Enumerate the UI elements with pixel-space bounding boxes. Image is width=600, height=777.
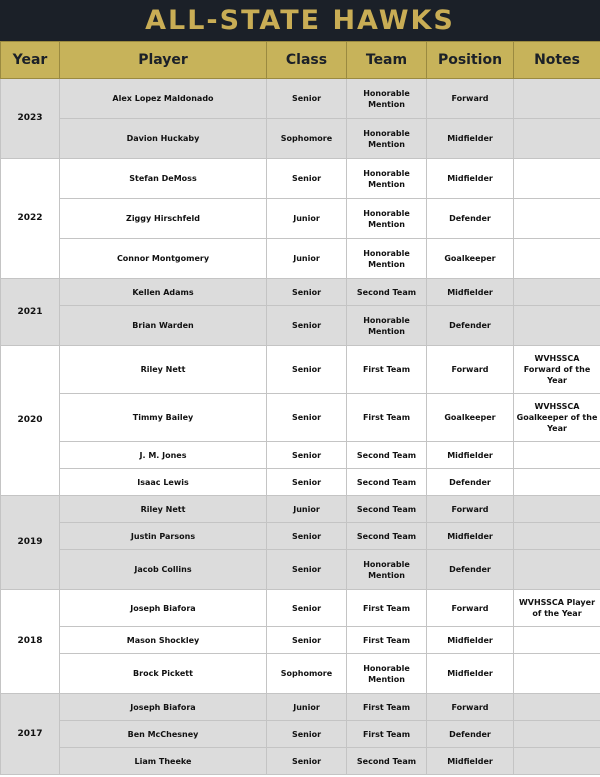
notes-cell: WVHSSCA Goalkeeper of the Year — [514, 394, 600, 442]
page-header — [0, 0, 600, 41]
class-cell: Senior — [267, 279, 347, 306]
player-cell: Joseph Biafora — [60, 590, 267, 627]
table-row — [1, 306, 600, 346]
player-cell: Liam Theeke — [60, 748, 267, 775]
team-cell: First Team — [347, 694, 427, 721]
player-cell: Connor Montgomery — [60, 239, 267, 279]
position-cell: Defender — [427, 306, 514, 346]
player-cell: Justin Parsons — [60, 523, 267, 550]
notes-cell — [514, 748, 600, 775]
team-cell: Second Team — [347, 523, 427, 550]
table-row — [1, 523, 600, 550]
team-cell: First Team — [347, 721, 427, 748]
table-row — [1, 346, 600, 394]
player-cell: Jacob Collins — [60, 550, 267, 590]
team-cell: Second Team — [347, 442, 427, 469]
player-cell: Stefan DeMoss — [60, 159, 267, 199]
notes-cell — [514, 306, 600, 346]
player-cell: Isaac Lewis — [60, 469, 267, 496]
notes-cell — [514, 239, 600, 279]
team-cell: First Team — [347, 590, 427, 627]
position-cell: Defender — [427, 550, 514, 590]
notes-cell — [514, 694, 600, 721]
position-cell: Goalkeeper — [427, 394, 514, 442]
position-cell: Midfielder — [427, 119, 514, 159]
table-body — [1, 79, 600, 775]
team-cell: Honorable Mention — [347, 159, 427, 199]
class-cell: Senior — [267, 550, 347, 590]
notes-cell — [514, 159, 600, 199]
player-cell: Ben McChesney — [60, 721, 267, 748]
class-cell: Senior — [267, 627, 347, 654]
all-state-table — [0, 41, 600, 775]
position-cell: Forward — [427, 496, 514, 523]
year-cell: 2020 — [1, 346, 60, 496]
position-cell: Midfielder — [427, 279, 514, 306]
table-row — [1, 442, 600, 469]
class-cell: Junior — [267, 694, 347, 721]
player-cell: Ziggy Hirschfeld — [60, 199, 267, 239]
class-cell: Senior — [267, 346, 347, 394]
player-cell: Brian Warden — [60, 306, 267, 346]
position-cell: Midfielder — [427, 654, 514, 694]
notes-cell — [514, 627, 600, 654]
table-row — [1, 279, 600, 306]
team-cell: Second Team — [347, 496, 427, 523]
player-cell: Davion Huckaby — [60, 119, 267, 159]
notes-cell — [514, 119, 600, 159]
notes-cell: WVHSSCA Player of the Year — [514, 590, 600, 627]
player-cell: J. M. Jones — [60, 442, 267, 469]
player-cell: Alex Lopez Maldonado — [60, 79, 267, 119]
table-row — [1, 199, 600, 239]
year-cell: 2017 — [1, 694, 60, 775]
table-row — [1, 654, 600, 694]
player-cell: Brock Pickett — [60, 654, 267, 694]
team-cell: Honorable Mention — [347, 199, 427, 239]
table-row — [1, 748, 600, 775]
class-cell: Senior — [267, 590, 347, 627]
player-cell: Riley Nett — [60, 346, 267, 394]
notes-cell — [514, 199, 600, 239]
table-row — [1, 627, 600, 654]
class-cell: Sophomore — [267, 654, 347, 694]
class-cell: Senior — [267, 306, 347, 346]
notes-cell — [514, 550, 600, 590]
class-cell: Senior — [267, 79, 347, 119]
team-cell: Honorable Mention — [347, 119, 427, 159]
notes-cell: WVHSSCA Forward of the Year — [514, 346, 600, 394]
notes-cell — [514, 442, 600, 469]
table-row — [1, 469, 600, 496]
table-row — [1, 239, 600, 279]
team-cell: Honorable Mention — [347, 550, 427, 590]
team-cell: Second Team — [347, 748, 427, 775]
class-cell: Senior — [267, 442, 347, 469]
table-row — [1, 79, 600, 119]
class-cell: Senior — [267, 748, 347, 775]
player-cell: Mason Shockley — [60, 627, 267, 654]
year-cell: 2023 — [1, 79, 60, 159]
team-cell: First Team — [347, 346, 427, 394]
table-row — [1, 721, 600, 748]
class-cell: Senior — [267, 159, 347, 199]
class-cell: Senior — [267, 469, 347, 496]
position-cell: Forward — [427, 346, 514, 394]
position-cell: Defender — [427, 721, 514, 748]
position-cell: Midfielder — [427, 159, 514, 199]
table-row — [1, 394, 600, 442]
player-cell: Timmy Bailey — [60, 394, 267, 442]
team-cell: First Team — [347, 394, 427, 442]
column-header-class: Class — [267, 42, 347, 79]
position-cell: Midfielder — [427, 627, 514, 654]
position-cell: Midfielder — [427, 442, 514, 469]
notes-cell — [514, 654, 600, 694]
year-cell: 2021 — [1, 279, 60, 346]
team-cell: Honorable Mention — [347, 239, 427, 279]
player-cell: Joseph Biafora — [60, 694, 267, 721]
column-header-team: Team — [347, 42, 427, 79]
table-row — [1, 159, 600, 199]
class-cell: Senior — [267, 721, 347, 748]
table-row — [1, 550, 600, 590]
notes-cell — [514, 79, 600, 119]
position-cell: Defender — [427, 199, 514, 239]
position-cell: Forward — [427, 79, 514, 119]
column-header-player: Player — [60, 42, 267, 79]
class-cell: Junior — [267, 239, 347, 279]
class-cell: Senior — [267, 394, 347, 442]
table-row — [1, 119, 600, 159]
position-cell: Forward — [427, 590, 514, 627]
notes-cell — [514, 279, 600, 306]
class-cell: Junior — [267, 496, 347, 523]
team-cell: Honorable Mention — [347, 654, 427, 694]
team-cell: First Team — [347, 627, 427, 654]
class-cell: Senior — [267, 523, 347, 550]
player-cell: Riley Nett — [60, 496, 267, 523]
year-cell: 2022 — [1, 159, 60, 279]
notes-cell — [514, 523, 600, 550]
column-header-position: Position — [427, 42, 514, 79]
table-header-row — [1, 42, 600, 79]
position-cell: Defender — [427, 469, 514, 496]
column-header-notes: Notes — [514, 42, 600, 79]
team-cell: Honorable Mention — [347, 306, 427, 346]
table-row — [1, 694, 600, 721]
table-row — [1, 590, 600, 627]
year-cell: 2019 — [1, 496, 60, 590]
class-cell: Junior — [267, 199, 347, 239]
team-cell: Honorable Mention — [347, 79, 427, 119]
class-cell: Sophomore — [267, 119, 347, 159]
year-cell: 2018 — [1, 590, 60, 694]
column-header-year: Year — [1, 42, 60, 79]
player-cell: Kellen Adams — [60, 279, 267, 306]
position-cell: Midfielder — [427, 748, 514, 775]
table-row — [1, 496, 600, 523]
notes-cell — [514, 469, 600, 496]
position-cell: Midfielder — [427, 523, 514, 550]
notes-cell — [514, 496, 600, 523]
notes-cell — [514, 721, 600, 748]
team-cell: Second Team — [347, 469, 427, 496]
team-cell: Second Team — [347, 279, 427, 306]
position-cell: Forward — [427, 694, 514, 721]
page-title: ALL-STATE HAWKS — [145, 5, 455, 36]
position-cell: Goalkeeper — [427, 239, 514, 279]
